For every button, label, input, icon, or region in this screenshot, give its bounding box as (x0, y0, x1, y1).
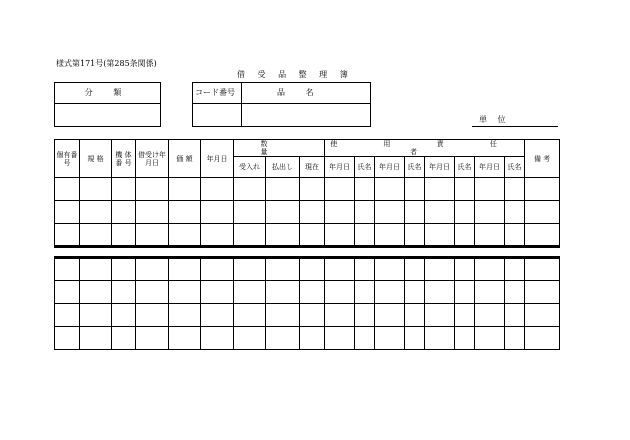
header-body-no: 機 体番 号 (112, 140, 136, 178)
header-individual-no: 個有番号 (55, 140, 80, 178)
ledger-table-lower (54, 256, 560, 350)
user-date-4: 年月日 (475, 157, 505, 178)
code-item-box (192, 82, 371, 127)
header-paid-out: 払出し (266, 157, 300, 178)
header-current: 現在 (300, 157, 325, 178)
table-row (55, 178, 560, 201)
header-date: 年月日 (201, 140, 234, 178)
table-row (55, 224, 560, 247)
header-borrow-date: 借受け年月日 (136, 140, 169, 178)
code-number-label: コード番号 (195, 88, 235, 97)
item-name-label: 品 名 (277, 88, 323, 97)
user-date-2: 年月日 (375, 157, 405, 178)
unit-underline (472, 126, 558, 127)
form-number-label: 様式第171号(第285条関係) (56, 59, 157, 68)
table-row (55, 281, 560, 304)
user-date-3: 年月日 (425, 157, 455, 178)
header-received: 受入れ (234, 157, 266, 178)
header-user: 使 用 責 任 者 (325, 140, 525, 157)
ledger-table-upper (54, 139, 560, 248)
table-row (55, 258, 560, 281)
table-row (55, 304, 560, 327)
classification-label: 分 類 (84, 88, 131, 97)
header-remarks: 備 考 (525, 140, 560, 178)
table-row (55, 201, 560, 224)
page-title: 借 受 品 整 理 簿 (237, 70, 353, 79)
user-name-1: 氏名 (355, 157, 375, 178)
user-name-2: 氏名 (405, 157, 425, 178)
unit-label: 単 位 (479, 115, 510, 124)
user-name-4: 氏名 (505, 157, 525, 178)
classification-box (54, 82, 161, 127)
user-date-1: 年月日 (325, 157, 355, 178)
header-price: 価 額 (169, 140, 201, 178)
header-spec: 規 格 (80, 140, 112, 178)
header-quantity: 数 量 (234, 140, 325, 157)
table-row (55, 327, 560, 350)
user-name-3: 氏名 (455, 157, 475, 178)
